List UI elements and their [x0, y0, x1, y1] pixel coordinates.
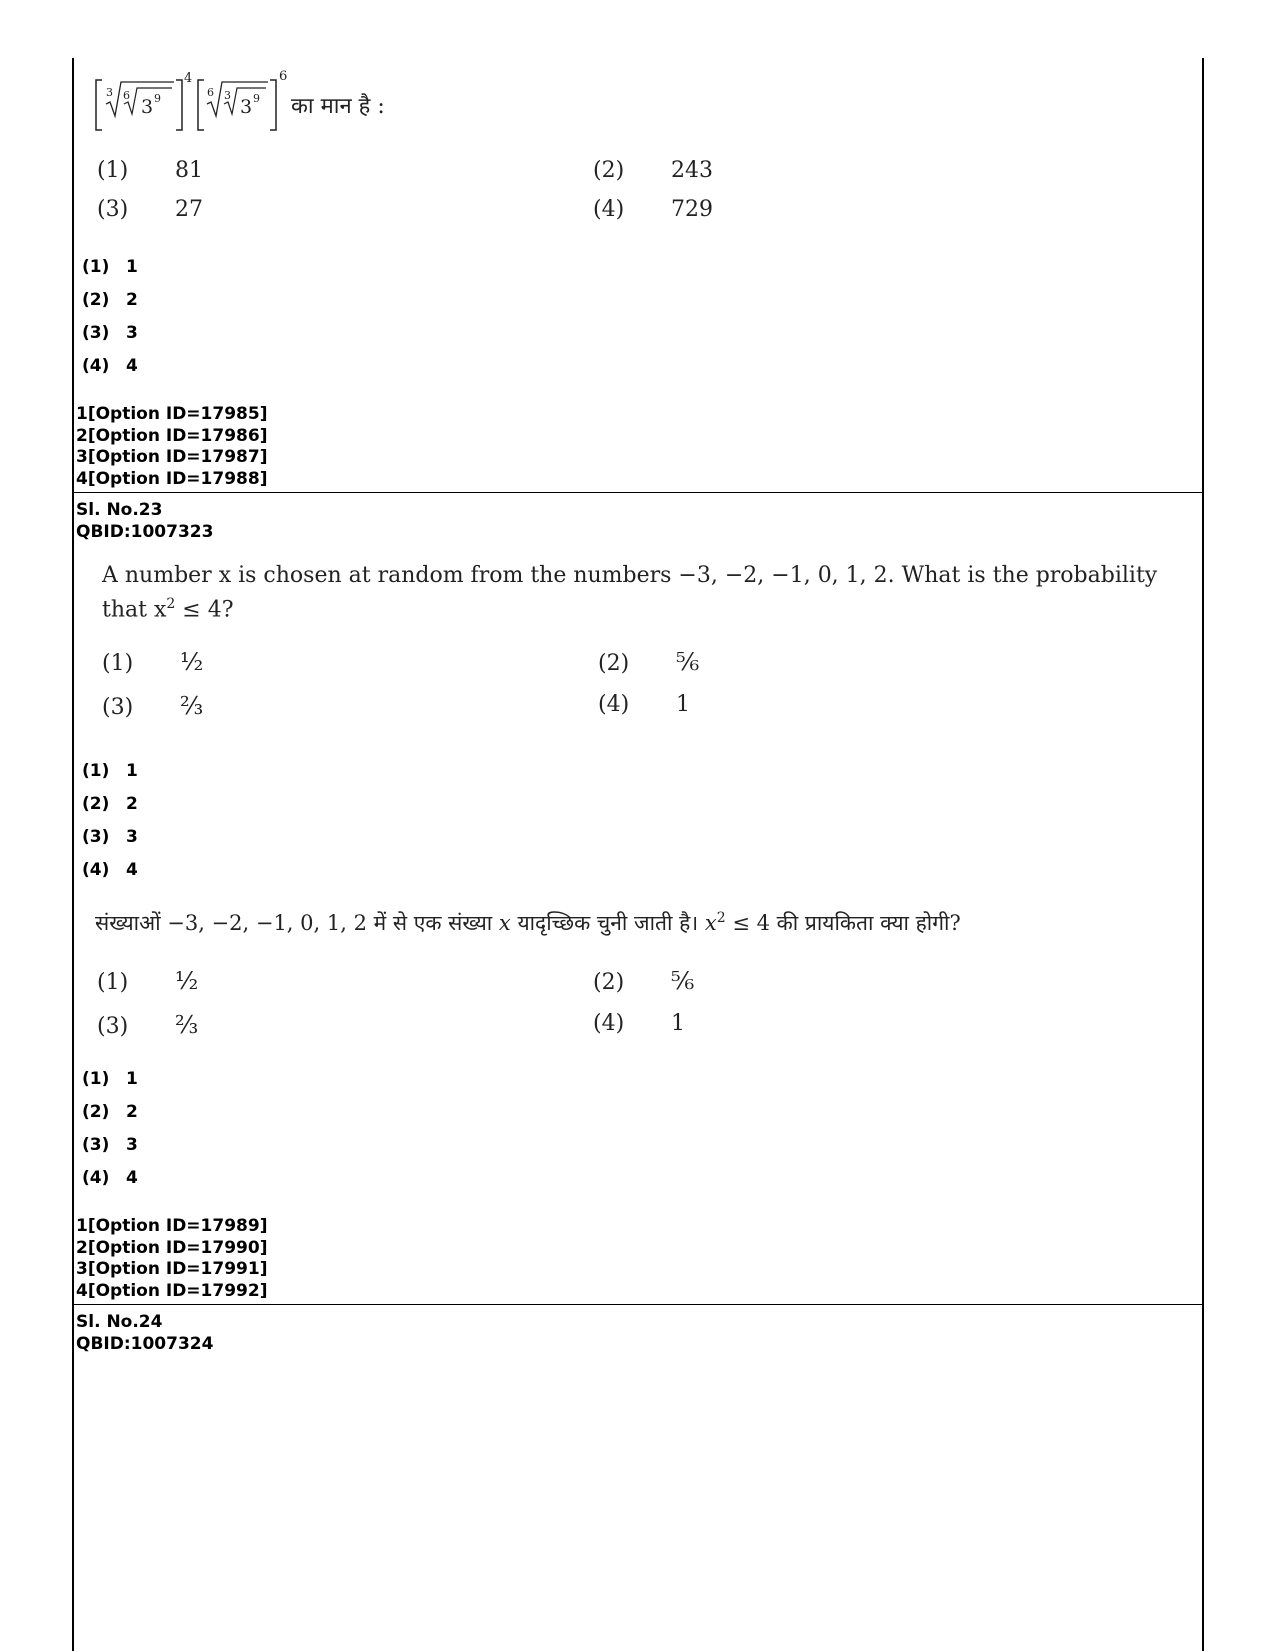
q23-answer-en-2: (2) 2: [82, 794, 138, 814]
page-frame: [72, 58, 1204, 1651]
option-id: 3[Option ID=17987]: [76, 447, 268, 467]
left-outer-index: 3: [106, 86, 113, 99]
left-inner-index: 6: [123, 89, 130, 102]
q22-option-ids: [76, 404, 267, 490]
q23-header: [76, 499, 213, 543]
option-id: 2[Option ID=17990]: [76, 1237, 268, 1258]
q23-english-line1: A number x is chosen at random from the numbers −3, −2, −1, 0, 1, 2. What is the probability: [102, 563, 1158, 588]
right-base: 3: [240, 96, 253, 118]
option-number: (1): [97, 158, 129, 183]
option-value: 81: [175, 158, 203, 183]
q22-option-4: [593, 197, 713, 222]
right-outer-index: 6: [207, 86, 214, 99]
q23-option-en-2: (2) ⅚: [598, 648, 700, 676]
right-inner-index: 3: [224, 89, 231, 102]
q23-option-hi-3: (3) ⅔: [97, 1011, 199, 1039]
q23-option-en-3: (3) ⅔: [102, 692, 204, 720]
question-divider: [72, 1304, 1204, 1305]
qbid: QBID:1007323: [76, 522, 214, 542]
q22-answer-4: (4) 4: [82, 356, 138, 376]
option-id: 1[Option ID=17989]: [76, 1216, 268, 1236]
left-power: 4: [184, 71, 193, 86]
q23-option-ids: [76, 1216, 267, 1302]
option-id: 4[Option ID=17988]: [76, 468, 268, 489]
option-id: 4[Option ID=17992]: [76, 1280, 268, 1301]
q23-answer-hi-4: (4) 4: [82, 1168, 138, 1188]
q22-option-2: [593, 158, 713, 183]
q23-answer-en-4: (4) 4: [82, 860, 138, 880]
q22-answer-2: (2) 2: [82, 290, 138, 310]
q23-option-en-1: (1) ½: [102, 648, 204, 676]
q22-answer-1: (1) 1: [82, 257, 138, 277]
option-value: 27: [175, 197, 203, 222]
q23-option-en-4: (4) 1: [598, 692, 690, 717]
right-power: 6: [279, 69, 288, 84]
q23-option-hi-2: (2) ⅚: [593, 967, 695, 995]
q22-option-3: [97, 197, 203, 222]
q23-option-hi-1: (1) ½: [97, 967, 199, 995]
q23-answer-hi-3: (3) 3: [82, 1135, 138, 1155]
option-number: (2): [593, 158, 625, 183]
option-id: 1[Option ID=17985]: [76, 404, 268, 424]
q23-option-hi-4: (4) 1: [593, 1011, 685, 1036]
q22-hindi-suffix: का मान है :: [291, 94, 385, 119]
option-value: 729: [671, 197, 713, 222]
option-value: 243: [671, 158, 713, 183]
qbid: QBID:1007324: [76, 1334, 214, 1354]
q22-option-1: [97, 158, 203, 183]
q23-answer-en-1: (1) 1: [82, 761, 138, 781]
option-id: 2[Option ID=17986]: [76, 425, 268, 446]
q23-hindi-question: संख्याओं −3, −2, −1, 0, 1, 2 में से एक संख्या x यादृच्छिक चुनी जाती है। $x^2 \le 4$ की प्रायकिता क्या होगी?: [95, 910, 961, 935]
q22-answer-3: (3) 3: [82, 323, 138, 343]
left-base: 3: [141, 96, 154, 118]
option-number: (4): [593, 197, 625, 222]
serial-number: Sl. No.24: [76, 1312, 163, 1332]
left-base-exp: 9: [154, 92, 161, 105]
q23-answer-en-3: (3) 3: [82, 827, 138, 847]
q23-answer-hi-1: (1) 1: [82, 1069, 138, 1089]
q23-answer-hi-2: (2) 2: [82, 1102, 138, 1122]
option-number: (3): [97, 197, 129, 222]
option-id: 3[Option ID=17991]: [76, 1259, 268, 1279]
serial-number: Sl. No.23: [76, 500, 163, 520]
question-divider: [72, 492, 1204, 493]
q23-english-line2: that $x^2 \le 4$?: [102, 596, 234, 623]
q24-header: [76, 1311, 213, 1355]
right-base-exp: 9: [253, 92, 260, 105]
